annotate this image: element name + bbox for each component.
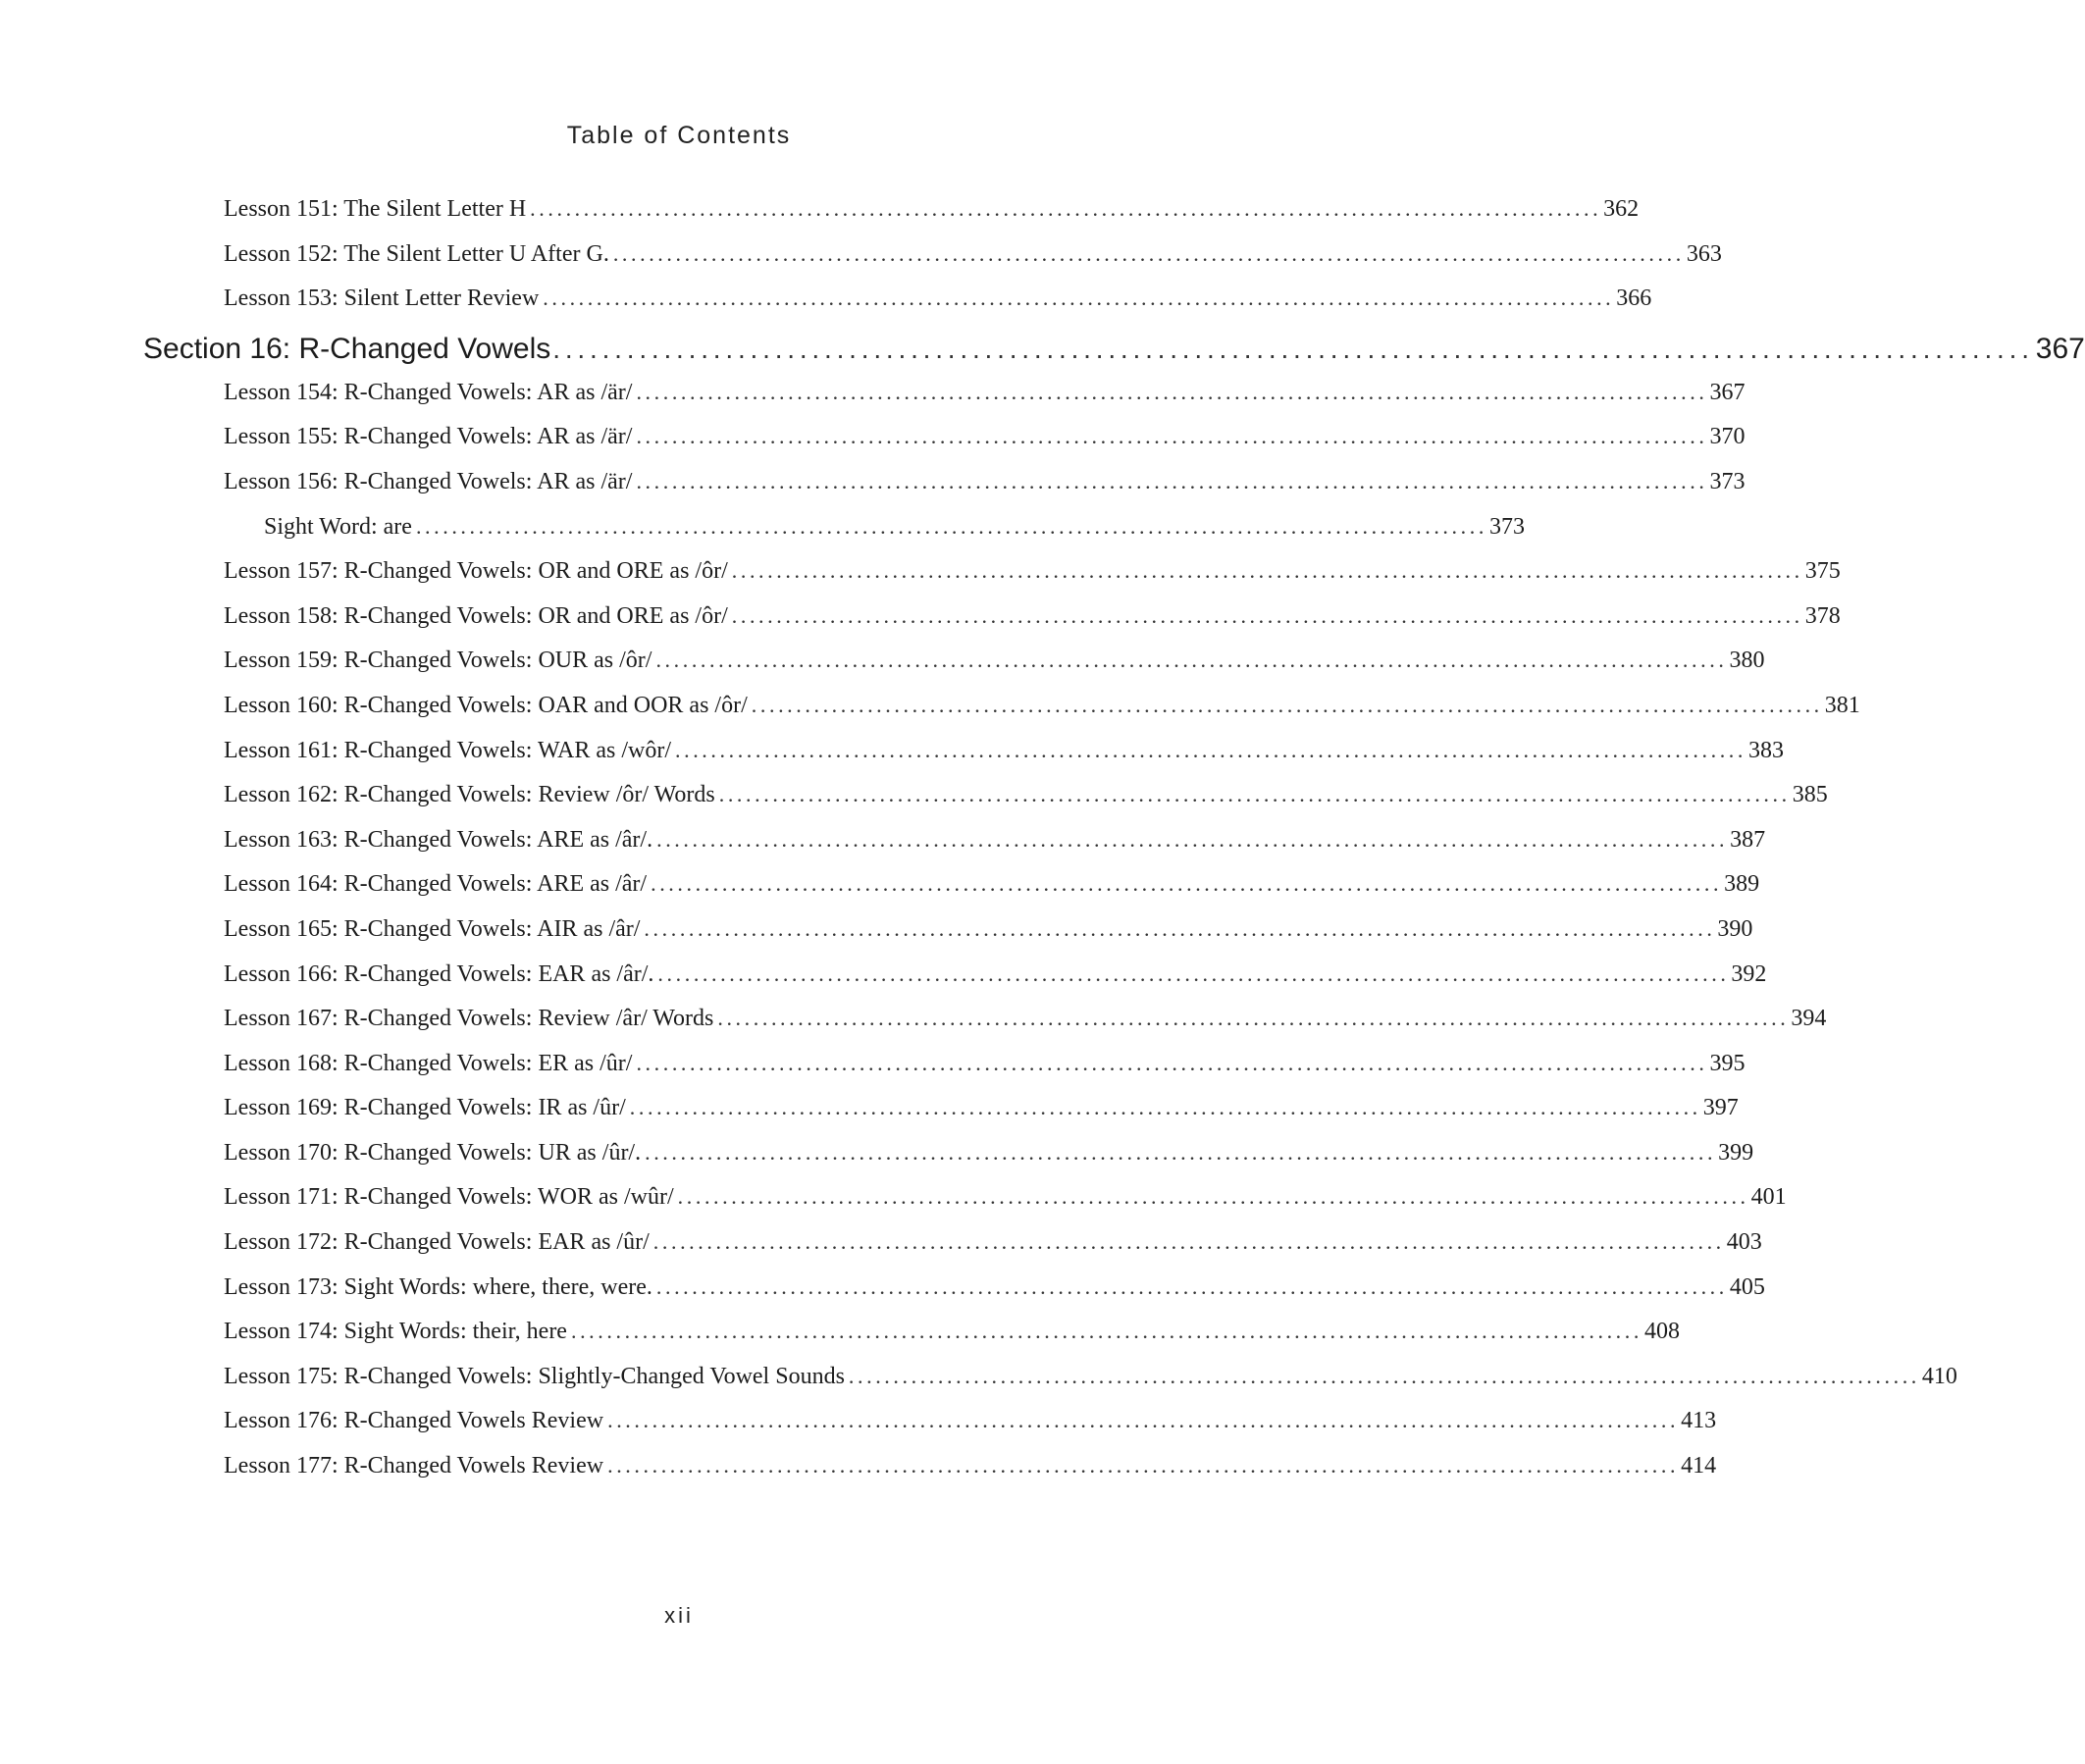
toc-entry-title: Lesson 176: R-Changed Vowels Review xyxy=(224,1408,604,1434)
toc-entry-lesson-166[interactable] xyxy=(143,960,1767,1007)
toc-entry-title: Lesson 167: R-Changed Vowels: Review /âr/ Words xyxy=(224,1006,714,1032)
toc-entry-lesson-173[interactable] xyxy=(143,1273,1765,1320)
toc-entry-page: 397 xyxy=(1702,1095,1739,1121)
toc-entry-page: 373 xyxy=(1709,468,1746,494)
dot-leader: ........................................................................................................................ xyxy=(645,1139,1717,1165)
toc-entry-lesson-170[interactable] xyxy=(143,1139,1754,1185)
toc-entry-page: 395 xyxy=(1709,1050,1746,1076)
toc-entry-title: Lesson 152: The Silent Letter U After G. xyxy=(224,240,609,267)
toc-entry-page: 366 xyxy=(1616,285,1652,312)
toc-entry-title: Lesson 172: R-Changed Vowels: EAR as /ûr/ xyxy=(224,1229,650,1256)
toc-entry-title: Lesson 169: R-Changed Vowels: IR as /ûr/ xyxy=(224,1095,626,1121)
toc-entry-lesson-155[interactable] xyxy=(143,424,1746,469)
toc-entry-page: 378 xyxy=(1804,602,1841,629)
toc-entry-lesson-176[interactable] xyxy=(143,1408,1717,1453)
toc-entry-title: Lesson 173: Sight Words: where, there, were. xyxy=(224,1273,652,1300)
toc-entry-title: Lesson 174: Sight Words: their, here xyxy=(224,1319,567,1345)
toc-entry-lesson-152[interactable] xyxy=(143,240,1722,286)
dot-leader: ........................................................................................................................ xyxy=(607,1453,1680,1479)
toc-entry-page: 405 xyxy=(1729,1273,1765,1300)
toc-entry-lesson-164[interactable] xyxy=(143,871,1760,916)
toc-entry-title: Lesson 158: R-Changed Vowels: OR and ORE as /ôr/ xyxy=(224,602,728,629)
toc-entry-title: Lesson 153: Silent Letter Review xyxy=(224,285,540,312)
toc-entry-sight-word-are[interactable] xyxy=(143,513,1525,559)
dot-leader: ........................................................................................................................ xyxy=(552,333,2034,364)
toc-entry-lesson-156[interactable] xyxy=(143,468,1746,514)
dot-leader: ........................................................................................................................ xyxy=(415,513,1487,539)
toc-entry-title: Sight Word: are xyxy=(264,513,412,540)
toc-entry-lesson-160[interactable] xyxy=(143,692,1860,738)
toc-entry-title: Lesson 157: R-Changed Vowels: OR and ORE as /ôr/ xyxy=(224,558,728,585)
dot-leader: ........................................................................................................................ xyxy=(657,960,1730,986)
toc-entry-page: 367 xyxy=(1709,379,1746,405)
toc-entry-lesson-169[interactable] xyxy=(143,1095,1739,1140)
toc-entry-page: 401 xyxy=(1750,1184,1787,1211)
page-number: xii xyxy=(664,1603,694,1628)
toc-entry-lesson-162[interactable] xyxy=(143,782,1828,827)
toc-section-page: 367 xyxy=(2035,332,2085,365)
toc-entry-page: 373 xyxy=(1488,513,1525,540)
dot-leader: ........................................................................................................................ xyxy=(636,379,1708,404)
toc-entry-lesson-172[interactable] xyxy=(143,1229,1762,1274)
dot-leader: ........................................................................................................................ xyxy=(848,1363,1920,1388)
toc-entry-page: 403 xyxy=(1726,1229,1762,1256)
toc-entry-page: 387 xyxy=(1730,826,1766,853)
dot-leader: ........................................................................................................................ xyxy=(655,648,1728,673)
toc-entry-lesson-158[interactable] xyxy=(143,602,1841,649)
toc-entry-title: Lesson 155: R-Changed Vowels: AR as /är/ xyxy=(224,424,633,450)
toc-entry-lesson-157[interactable] xyxy=(143,558,1841,603)
toc-entry-title: Lesson 161: R-Changed Vowels: WAR as /wôr/ xyxy=(224,737,671,763)
toc-entry-lesson-159[interactable] xyxy=(143,648,1765,693)
toc-entry-page: 383 xyxy=(1748,737,1784,763)
toc-entry-title: Lesson 165: R-Changed Vowels: AIR as /âr/ xyxy=(224,915,641,942)
toc-entry-page: 410 xyxy=(1921,1363,1957,1389)
toc-entry-title: Lesson 168: R-Changed Vowels: ER as /ûr/ xyxy=(224,1050,633,1076)
toc-entry-page: 414 xyxy=(1681,1453,1717,1479)
toc-entry-page: 408 xyxy=(1643,1319,1680,1345)
toc-entry-page: 363 xyxy=(1686,240,1722,267)
toc-entry-section-16[interactable] xyxy=(143,332,2085,380)
toc-entry-lesson-151[interactable] xyxy=(143,196,1640,241)
dot-leader: ........................................................................................................................ xyxy=(636,424,1708,449)
toc-entry-page: 370 xyxy=(1709,424,1746,450)
dot-leader: ........................................................................................................................ xyxy=(717,1006,1790,1031)
dot-leader: ........................................................................................................................ xyxy=(731,602,1803,628)
dot-leader: ........................................................................................................................ xyxy=(718,782,1791,807)
dot-leader: ........................................................................................................................ xyxy=(612,240,1685,266)
table-of-contents xyxy=(143,196,2085,1498)
dot-leader: ........................................................................................................................ xyxy=(607,1408,1680,1433)
toc-entry-page: 390 xyxy=(1717,915,1753,942)
page-header-title: Table of Contents xyxy=(566,122,792,149)
dot-leader: ........................................................................................................................ xyxy=(543,285,1615,311)
dot-leader: ........................................................................................................................ xyxy=(731,558,1803,584)
toc-entry-title: Lesson 166: R-Changed Vowels: EAR as /âr/. xyxy=(224,960,654,987)
dot-leader: ........................................................................................................................ xyxy=(751,692,1823,717)
toc-entry-title: Lesson 175: R-Changed Vowels: Slightly-Changed Vowel Sounds xyxy=(224,1363,845,1389)
toc-entry-title: Lesson 154: R-Changed Vowels: AR as /är/ xyxy=(224,379,633,405)
toc-entry-lesson-165[interactable] xyxy=(143,915,1753,961)
toc-entry-title: Lesson 163: R-Changed Vowels: ARE as /âr/. xyxy=(224,826,653,853)
toc-entry-lesson-154[interactable] xyxy=(143,379,1746,425)
toc-entry-lesson-168[interactable] xyxy=(143,1050,1746,1096)
toc-entry-page: 389 xyxy=(1724,871,1760,898)
toc-entry-lesson-163[interactable] xyxy=(143,826,1766,872)
toc-entry-title: Lesson 164: R-Changed Vowels: ARE as /âr/ xyxy=(224,871,648,898)
dot-leader: ........................................................................................................................ xyxy=(655,1273,1728,1299)
dot-leader: ........................................................................................................................ xyxy=(644,915,1716,941)
dot-leader: ........................................................................................................................ xyxy=(675,737,1746,762)
toc-entry-lesson-167[interactable] xyxy=(143,1006,1827,1051)
dot-leader: ........................................................................................................................ xyxy=(652,1229,1725,1255)
toc-entry-page: 392 xyxy=(1731,960,1767,987)
toc-entry-page: 380 xyxy=(1729,648,1765,674)
toc-entry-lesson-171[interactable] xyxy=(143,1184,1787,1229)
toc-entry-lesson-175[interactable] xyxy=(143,1363,1957,1409)
toc-entry-lesson-153[interactable] xyxy=(143,285,1652,331)
toc-entry-title: Lesson 159: R-Changed Vowels: OUR as /ôr/ xyxy=(224,648,652,674)
dot-leader: ........................................................................................................................ xyxy=(570,1319,1642,1344)
toc-entry-title: Lesson 170: R-Changed Vowels: UR as /ûr/. xyxy=(224,1139,642,1166)
dot-leader: ........................................................................................................................ xyxy=(677,1184,1749,1210)
toc-entry-title: Lesson 160: R-Changed Vowels: OAR and OOR as /ôr/ xyxy=(224,692,748,718)
toc-entry-title: Lesson 171: R-Changed Vowels: WOR as /wûr/ xyxy=(224,1184,674,1211)
dot-leader: ........................................................................................................................ xyxy=(636,1050,1708,1075)
toc-entry-lesson-177[interactable] xyxy=(143,1453,1717,1498)
toc-entry-lesson-174[interactable] xyxy=(143,1319,1680,1364)
toc-entry-lesson-161[interactable] xyxy=(143,737,1784,783)
dot-leader: ........................................................................................................................ xyxy=(629,1095,1701,1120)
toc-entry-title: Lesson 177: R-Changed Vowels Review xyxy=(224,1453,604,1479)
toc-entry-page: 394 xyxy=(1791,1006,1827,1032)
dot-leader: ........................................................................................................................ xyxy=(656,826,1729,852)
toc-entry-page: 362 xyxy=(1603,196,1640,222)
toc-section-title: Section 16: R-Changed Vowels xyxy=(143,332,551,365)
dot-leader: ........................................................................................................................ xyxy=(651,871,1723,897)
toc-entry-title: Lesson 162: R-Changed Vowels: Review /ôr/ Words xyxy=(224,782,715,808)
toc-entry-page: 385 xyxy=(1792,782,1828,808)
toc-entry-page: 375 xyxy=(1804,558,1841,585)
toc-entry-title: Lesson 151: The Silent Letter H xyxy=(224,196,527,222)
toc-entry-page: 399 xyxy=(1718,1139,1754,1166)
toc-entry-page: 413 xyxy=(1681,1408,1717,1434)
toc-entry-title: Lesson 156: R-Changed Vowels: AR as /är/ xyxy=(224,468,633,494)
dot-leader: ........................................................................................................................ xyxy=(636,468,1708,493)
toc-entry-page: 381 xyxy=(1824,692,1860,718)
dot-leader: ........................................................................................................................ xyxy=(530,196,1602,221)
